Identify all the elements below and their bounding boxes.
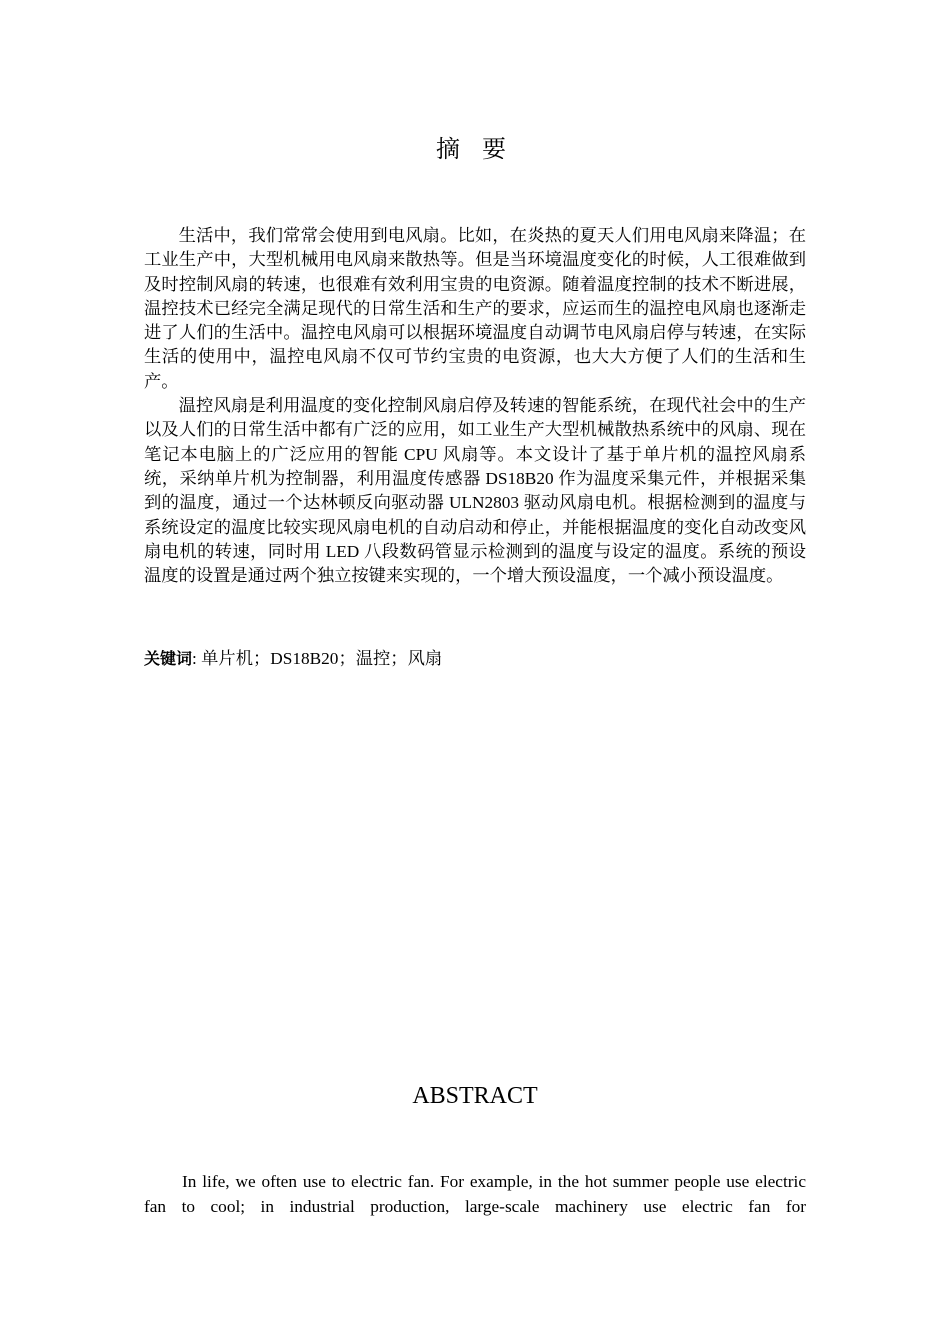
abstract-title-cn: 摘 要 (436, 137, 514, 163)
abstract-body-en (144, 1170, 806, 1219)
abstract-paragraph-1: 生活中，我们常常会使用到电风扇。比如，在炎热的夏天人们用电风扇来降温；在工业生产中，大型机械用电风扇来散热等。但是当环境温度变化的时候，人工很难做到及时控制风扇的转速，也很难有效利用宝贵的电资源。随着温度控制的技术不断进展，温控技术已经完全满足现代的日常生活和生产的要求，应运而生的温控电风扇也逐渐走进了人们的生活中。温控电风扇可以根据环境温度自动调节电风扇启停与转速，在实际生活的使用中，温控电风扇不仅可节约宝贵的电资源，也大大方便了人们的生活和生产。 (144, 226, 806, 391)
keywords-label: 关键词 (144, 649, 193, 668)
keywords-text: : 单片机；DS18B20；温控；风扇 (192, 649, 443, 668)
abstract-en-paragraph: In life, we often use to electric fan. For example, in the hot summer people use electric fan to cool; in industrial production, large-scale machinery use electric fan for (144, 1172, 806, 1216)
abstract-body-cn (144, 224, 806, 588)
abstract-title-en: ABSTRACT (412, 1083, 538, 1109)
keywords-line (144, 647, 442, 671)
abstract-paragraph-2: 温控风扇是利用温度的变化控制风扇启停及转速的智能系统，在现代社会中的生产以及人们的日常生活中都有广泛的应用，如工业生产大型机械散热系统中的风扇、现在笔记本电脑上的广泛应用的智能 CPU 风扇等。本文设计了基于单片机的温控风扇系统，采纳单片机为控制器，利用温度传感器 DS18B20 作为温度采集元件，并根据采集到的温度，通过一个达林顿反向驱动器 ULN2803 驱动风扇电机。根据检测到的温度与系统设定的温度比较实现风扇电机的自动启动和停止，并能根据温度的变化自动改变风扇电机的转速，同时用 LED 八段数码管显示检测到的温度与设定的温度。系统的预设温度的设置是通过两个独立按键来实现的，一个增大预设温度，一个减小预设温度。 (144, 396, 806, 586)
